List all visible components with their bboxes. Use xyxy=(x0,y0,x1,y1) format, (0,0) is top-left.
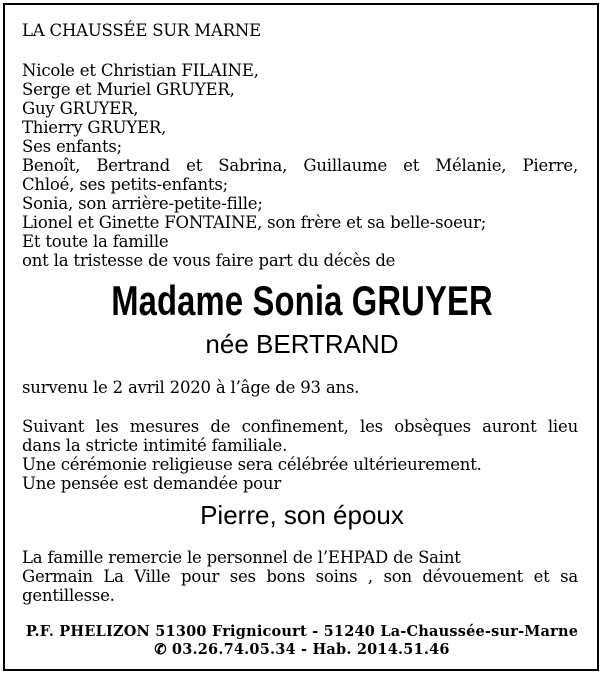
family-line: Benoît, Bertrand et Sabrina, Guillaume et Mélanie, Pierre, xyxy=(22,156,578,175)
ceremony-line: Suivant les mesures de confinement, les obsèques auront lieu xyxy=(22,417,578,436)
thanks-line: La famille remercie le personnel de l’EHPAD de Saint xyxy=(22,548,461,567)
family-line: Thierry GRUYER, xyxy=(22,118,167,137)
family-line: ont la tristesse de vous faire part du décès de xyxy=(22,251,396,270)
ceremony-line: Une pensée est demandée pour xyxy=(22,474,282,493)
family-line: Serge et Muriel GRUYER, xyxy=(22,80,235,99)
family-line: Et toute la famille xyxy=(22,232,169,251)
family-line: Sonia, son arrière-petite-fille; xyxy=(22,194,263,213)
maiden-name: née BERTRAND xyxy=(205,329,399,359)
ceremony-line: dans la stricte intimité familiale. xyxy=(22,436,288,455)
family-line: Ses enfants; xyxy=(22,137,122,156)
spouse-line: Pierre, son époux xyxy=(200,500,404,530)
family-line: Lionel et Ginette FONTAINE, son frère et sa belle-soeur; xyxy=(22,213,487,232)
thanks-line: Germain La Ville pour ses bons soins , son dévouement et sa xyxy=(22,567,578,586)
thanks-line: gentillesse. xyxy=(22,586,115,605)
location-heading: LA CHAUSSÉE SUR MARNE xyxy=(22,21,261,40)
deceased-name: Madame Sonia GRUYER xyxy=(111,277,493,324)
death-info: survenu le 2 avril 2020 à l’âge de 93 ans. xyxy=(22,378,360,397)
family-line: Guy GRUYER, xyxy=(22,99,139,118)
ceremony-line: Une cérémonie religieuse sera célébrée ultérieurement. xyxy=(22,455,482,474)
funeral-home-line: P.F. PHELIZON 51300 Frignicourt - 51240 La-Chaussée-sur-Marne xyxy=(25,623,579,640)
family-line: Chloé, ses petits-enfants; xyxy=(22,175,228,194)
family-line: Nicole et Christian FILAINE, xyxy=(22,61,259,80)
contact-line: ✆ 03.26.74.05.34 - Hab. 2014.51.46 xyxy=(154,641,450,658)
